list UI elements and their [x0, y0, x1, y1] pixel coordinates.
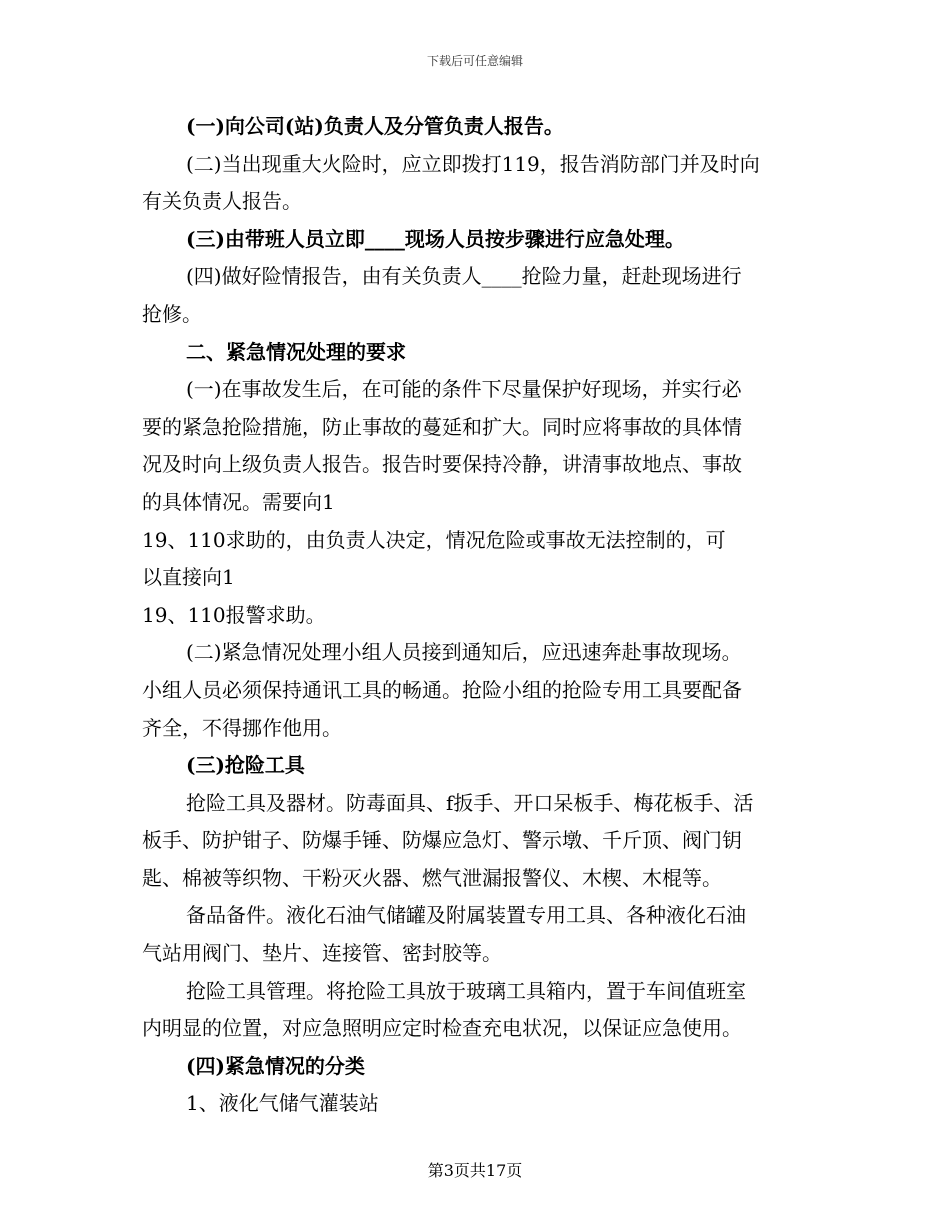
section-heading: 二、紧急情况处理的要求 [186, 339, 406, 364]
paragraph-line: (一)向公司(站)负责人及分管负责人报告。 [186, 114, 564, 138]
paragraph-line: 况及时向上级负责人报告。报告时要保持冷静，讲清事故地点、事故 [142, 452, 742, 477]
paragraph-line: 有关负责人报告。 [142, 189, 302, 214]
paragraph-line: (二)紧急情况处理小组人员接到通知后，应迅速奔赴事故现场。 [186, 640, 742, 665]
paragraph-line: 抢险工具及器材。防毒面具、f扳手、开口呆板手、梅花板手、活 [186, 790, 754, 815]
subsection-heading: (三)抢险工具 [186, 753, 305, 778]
paragraph-line: 的具体情况。需要向1 [142, 489, 335, 514]
paragraph-line: (四)做好险情报告，由有关负责人____抢险力量，赶赴现场进行 [186, 264, 742, 289]
document-body [142, 108, 810, 1123]
paragraph-line: (二)当出现重大火险时，应立即拨打119，报告消防部门并及时向 [186, 151, 760, 176]
paragraph-line: 板手、防护钳子、防爆手锤、防爆应急灯、警示墩、千斤顶、阀门钥 [142, 828, 742, 853]
subsection-heading: (四)紧急情况的分类 [186, 1053, 365, 1078]
paragraph-line: 气站用阀门、垫片、连接管、密封胶等。 [142, 941, 502, 966]
paragraph-line: 内明显的位置，对应急照明应定时检查充电状况，以保证应急使用。 [142, 1016, 742, 1041]
paragraph-line: 以直接向1 [142, 565, 235, 590]
paragraph-line: 抢险工具管理。将抢险工具放于玻璃工具箱内，置于车间值班室 [186, 978, 746, 1003]
page-header-note: 下载后可任意编辑 [426, 54, 523, 68]
paragraph-line: 19、110求助的，由负责人决定，情况危险或事故无法控制的，可 [142, 527, 726, 552]
paragraph-line: 要的紧急抢险措施，防止事故的蔓延和扩大。同时应将事故的具体情 [142, 414, 742, 439]
paragraph-line: 匙、棉被等织物、干粉灭火器、燃气泄漏报警仪、木楔、木棍等。 [142, 865, 722, 890]
paragraph-line: (一)在事故发生后，在可能的条件下尽量保护好现场，并实行必 [186, 377, 742, 402]
paragraph-line: 19、110报警求助。 [142, 602, 326, 627]
paragraph-line: 1、液化气储气灌装站 [186, 1091, 379, 1116]
paragraph-line: 抢修。 [142, 301, 202, 326]
paragraph-line: 小组人员必须保持通讯工具的畅通。抢险小组的抢险专用工具要配备 [142, 677, 742, 702]
page-number: 第3页共17页 [427, 1161, 523, 1180]
paragraph-line: 备品备件。液化石油气储罐及附属装置专用工具、各种液化石油 [186, 903, 746, 928]
paragraph-line: 齐全，不得挪作他用。 [142, 715, 342, 740]
paragraph-line: (三)由带班人员立即____现场人员按步骤进行应急处理。 [186, 226, 685, 251]
